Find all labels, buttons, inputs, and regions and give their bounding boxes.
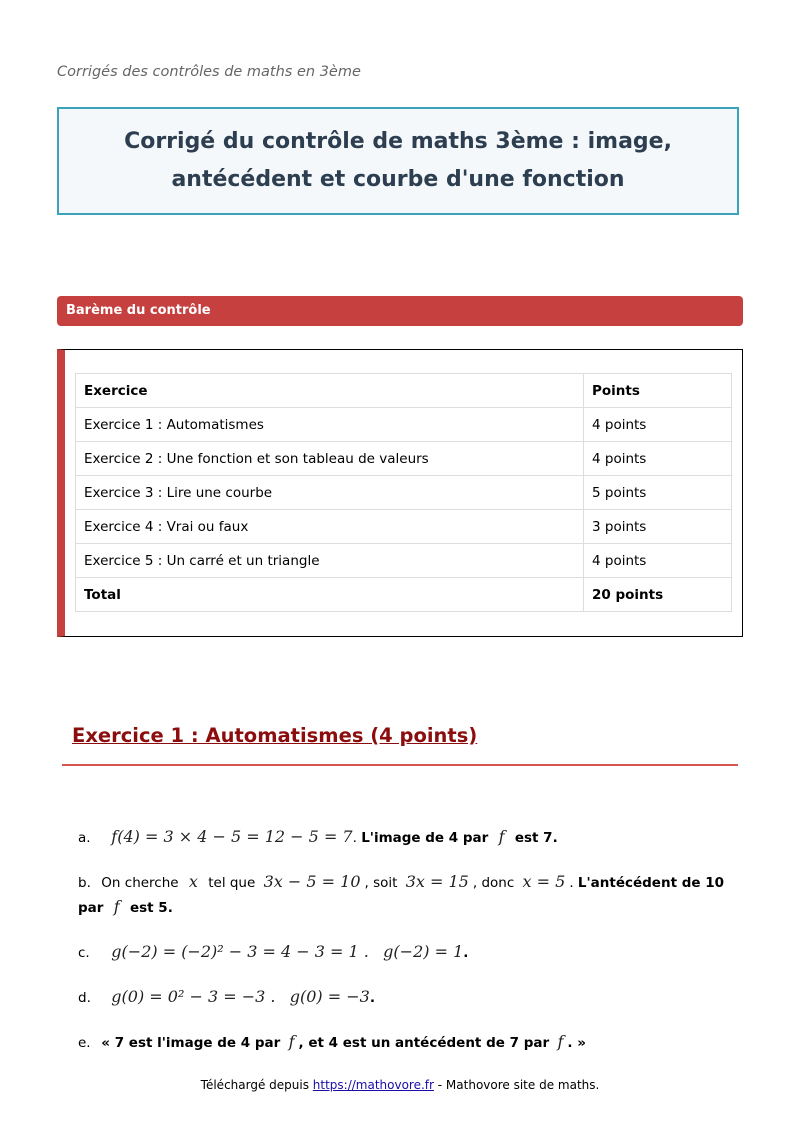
row-points: 4 points <box>584 408 732 442</box>
answer-text-bold: , et 4 est un antécédent de 7 par <box>298 1035 550 1051</box>
table-row <box>76 510 732 544</box>
answer-letter: b. <box>78 875 91 891</box>
row-exercice: Exercice 4 : Vrai ou faux <box>76 510 584 544</box>
math-expression: f(4) = 3 × 4 − 5 = 12 − 5 = 7 <box>111 827 353 846</box>
header-points: Points <box>584 374 732 408</box>
math-f: f <box>113 897 120 916</box>
answer-text-end: est 7. <box>514 830 558 846</box>
title-box <box>57 107 739 215</box>
footer-link[interactable]: https://mathovore.fr <box>312 1078 434 1092</box>
answer-text: , donc <box>472 875 515 891</box>
math-expression: 3x − 5 = 10 <box>263 872 361 891</box>
answer-c <box>78 940 738 965</box>
row-exercice: Exercice 1 : Automatismes <box>76 408 584 442</box>
math-x: x <box>188 872 198 891</box>
exercise1-divider <box>62 764 738 766</box>
answer-letter: e. <box>78 1035 91 1051</box>
row-points: 5 points <box>584 476 732 510</box>
answer-letter: a. <box>78 830 91 846</box>
answer-text-bold: « 7 est l'image de 4 par <box>101 1035 281 1051</box>
row-exercice: Exercice 3 : Lire une courbe <box>76 476 584 510</box>
answer-letter: d. <box>78 990 91 1006</box>
row-points: 4 points <box>584 442 732 476</box>
bareme-table <box>75 373 732 612</box>
separator: . <box>569 875 574 891</box>
math-expression: g(0) = −3 <box>289 987 370 1006</box>
table-row <box>76 408 732 442</box>
math-f: f <box>557 1032 564 1051</box>
answer-text: L'image de 4 par <box>361 830 489 846</box>
math-expression: g(−2) = (−2)² − 3 = 4 − 3 = 1 . <box>111 942 369 961</box>
row-exercice: Exercice 5 : Un carré et un triangle <box>76 544 584 578</box>
separator: . <box>463 945 469 961</box>
math-expression: g(−2) = 1 <box>383 942 464 961</box>
math-expression: 3x = 15 <box>405 872 469 891</box>
answer-text-bold: est 5. <box>129 900 173 916</box>
row-exercice: Exercice 2 : Une fonction et son tableau de valeurs <box>76 442 584 476</box>
table-header-row <box>76 374 732 408</box>
answer-text-bold: . » <box>567 1035 586 1051</box>
math-f: f <box>288 1032 295 1051</box>
math-expression: x = 5 <box>522 872 566 891</box>
total-label: Total <box>76 578 584 612</box>
table-row <box>76 544 732 578</box>
header-exercice: Exercice <box>76 374 584 408</box>
answer-text-bold: L'antécédent de 10 par <box>78 875 725 916</box>
answer-text: tel que <box>208 875 256 891</box>
bareme-table-box <box>57 349 743 637</box>
answer-letter: c. <box>78 945 90 961</box>
footer-prefix: Téléchargé depuis <box>200 1078 313 1092</box>
table-row <box>76 476 732 510</box>
answer-b <box>78 870 738 920</box>
separator: . <box>352 830 362 846</box>
total-points: 20 points <box>584 578 732 612</box>
separator: . <box>369 990 375 1006</box>
math-f: f <box>498 827 505 846</box>
row-points: 4 points <box>584 544 732 578</box>
document-header: Corrigés des contrôles de maths en 3ème <box>57 64 361 80</box>
table-total-row <box>76 578 732 612</box>
page-title: Corrigé du contrôle de maths 3ème : image, antécédent et courbe d'une fonction <box>124 129 672 192</box>
answer-text: , soit <box>364 875 398 891</box>
table-row <box>76 442 732 476</box>
answer-text: On cherche <box>101 875 179 891</box>
bareme-heading: Barème du contrôle <box>57 296 743 326</box>
footer-suffix: - Mathovore site de maths. <box>433 1078 600 1092</box>
exercise1-title: Exercice 1 : Automatismes (4 points) <box>72 724 478 747</box>
answer-d <box>78 985 738 1010</box>
answer-e <box>78 1030 738 1055</box>
answer-a <box>78 825 738 850</box>
math-expression: g(0) = 0² − 3 = −3 . <box>111 987 276 1006</box>
row-points: 3 points <box>584 510 732 544</box>
footer <box>0 1078 800 1092</box>
